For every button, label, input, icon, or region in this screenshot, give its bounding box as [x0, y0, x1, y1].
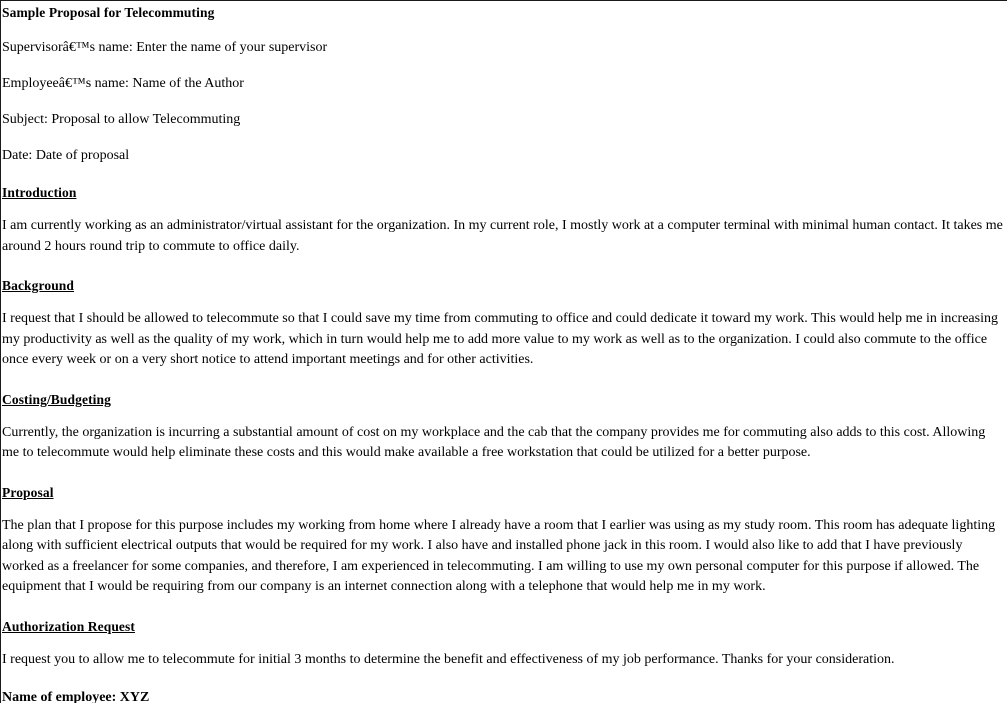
section-body-background: I request that I should be allowed to telecommute so that I could save my time from commuting to office and could dedicate it toward my work. This would help me in increasing my productivity as well as the quality of my work, which in turn would help me to add more value to my work as well as to the organization. I could also commute to the office once every week or on a very short notice to attend important meetings and for other activities. — [2, 311, 998, 367]
section-body-introduction: I am currently working as an administrator/virtual assistant for the organization. In my current role, I mostly work at a computer terminal with minimal human contact. It takes me around 2 hours round trip to commute to office daily. — [2, 218, 1003, 254]
section-heading-costing-budgeting: Costing/Budgeting — [2, 391, 111, 407]
document-body — [1, 5, 1007, 703]
subject-line: Subject: Proposal to allow Telecommuting — [2, 112, 241, 127]
employee-name-line: Employeeâ€™s name: Name of the Author — [2, 76, 244, 91]
section-body-authorization-request: I request you to allow me to telecommute for initial 3 months to determine the benefit and effectiveness of my job performance. Thanks for your consideration. — [2, 651, 895, 667]
section-heading-background: Background — [2, 278, 75, 293]
section-heading-proposal: Proposal — [2, 484, 54, 500]
section-heading-introduction: Introduction — [2, 185, 77, 200]
page-title: Sample Proposal for Telecommuting — [2, 5, 215, 20]
section-body-proposal: The plan that I propose for this purpose includes my working from home where I already have a room that I earlier was using as my study room. This room has adequate lighting along with sufficient electrical outputs that would be required for my work. I also have and installed phone jack in this room. I would also like to add that I have previously worked as a freelancer for some companies, and therefore, I am experienced in telecommuting. I am willing to use my own personal computer for this purpose if allowed. The equipment that I would be requiring from our company is an internet connection along with a telephone that would help me in my work. — [2, 517, 996, 594]
date-line: Date: Date of proposal — [2, 148, 130, 163]
section-body-costing-budgeting: Currently, the organization is incurring a substantial amount of cost on my workplace and the cab that the company provides me for commuting also adds to this cost. Allowing me to telecommute would help eliminate these costs and this would make available a free workstation that could be utilized for a better purpose. — [2, 424, 986, 460]
section-heading-authorization-request: Authorization Request — [2, 618, 135, 634]
supervisor-name-line: Supervisorâ€™s name: Enter the name of your supervisor — [2, 40, 328, 55]
signature-line: Name of employee: XYZ — [2, 690, 150, 703]
